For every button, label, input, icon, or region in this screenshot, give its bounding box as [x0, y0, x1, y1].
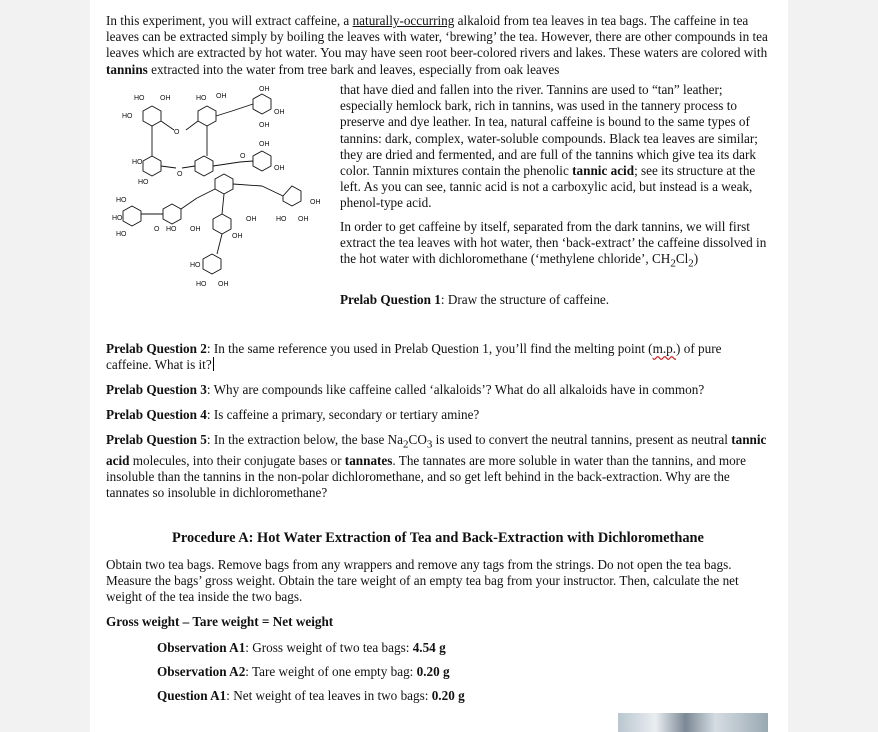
svg-text:HO: HO: [132, 159, 143, 166]
svg-text:HO: HO: [116, 231, 127, 238]
svg-text:OH: OH: [259, 141, 270, 148]
svg-text:HO: HO: [122, 113, 133, 120]
svg-text:HO: HO: [116, 197, 127, 204]
prelab-question-2[interactable]: Prelab Question 2: In the same reference you used in Prelab Question 1, you’ll find the melting point (m.p.) of pure caffeine. What is it?: [106, 341, 722, 373]
svg-text:OH: OH: [259, 122, 270, 129]
gross-weight-value: 4.54 g: [412, 640, 446, 655]
svg-text:HO: HO: [196, 281, 207, 288]
svg-text:HO: HO: [166, 226, 177, 233]
procedure-paragraph: Obtain two tea bags. Remove bags from any wrappers and remove any tags from the strings. Do not open the tea bags. Measure the bags’ gross weight. Obtain the tare weight of an empty tea bag from your instructor. Then, calculate the net weight of the tea inside the two bags.: [106, 557, 739, 605]
svg-text:OH: OH: [246, 216, 257, 223]
observation-a1: Observation A1: Gross weight of two tea bags: 4.54 g: [157, 640, 446, 655]
tannin-paragraph: that have died and fallen into the river. Tannins are used to “tan” leather; especially hemlock bark, rich in tannins, was used in the tannery process to preserve and dye leather. In tea, natural caffeine is bound to the same types of tannins: dark, complex, water-soluble compounds. Black tea leaves are similar; they are dried and fermented, and are full of the tannins which give tea its dark color. Tannin mixtures contain the phenolic tannic acid; see its structure at the left. As you can see, tannic acid is not a carboxylic acid, but instead is a weak, phenol-type acid.: [340, 82, 758, 211]
extraction-paragraph: In order to get caffeine by itself, separated from the dark tannins, we will first extract the tea leaves with hot water, then ‘back-extract’ the caffeine dissolved in the hot water with dichloromethane (‘methylene chloride’, $CH_2Cl_2$): [340, 219, 767, 271]
question-a1: Question A1: Net weight of tea leaves in two bags: 0.20 g: [157, 688, 465, 703]
svg-text:HO: HO: [112, 215, 123, 222]
svg-text:HO: HO: [134, 95, 145, 102]
weight-formula: Gross weight – Tare weight = Net weight: [106, 614, 334, 629]
svg-text:OH: OH: [218, 281, 229, 288]
svg-text:OH: OH: [216, 93, 227, 100]
svg-text:O: O: [154, 226, 160, 233]
procedure-heading: Procedure A: Hot Water Extraction of Tea and Back-Extraction with Dichloromethane: [172, 530, 704, 546]
svg-text:OH: OH: [160, 95, 171, 102]
svg-text:HO: HO: [138, 179, 149, 186]
svg-text:OH: OH: [274, 109, 285, 116]
net-weight-value: 0.20 g: [431, 688, 465, 703]
naturally-occurring-link: naturally-occurring: [352, 13, 455, 28]
svg-text:O: O: [240, 153, 246, 160]
prelab-question-4: Prelab Question 4: Is caffeine a primary, secondary or tertiary amine?: [106, 407, 480, 422]
observation-a2: Observation A2: Tare weight of one empty bag: 0.20 g: [157, 664, 450, 679]
svg-text:OH: OH: [298, 216, 309, 223]
prelab-question-3: Prelab Question 3: Why are compounds like caffeine called ‘alkaloids’? What do all alkaloids have in common?: [106, 382, 705, 397]
prelab-question-1: Prelab Question 1: Draw the structure of caffeine.: [340, 292, 610, 307]
svg-text:HO: HO: [190, 262, 201, 269]
svg-text:OH: OH: [190, 226, 201, 233]
prelab-question-5: Prelab Question 5: In the extraction below, the base $Na_2CO_3$ is used to convert the neutral tannins, present as neutral tannic acid molecules, into their conjugate bases or tannates. The tannates are more soluble in water than the tannins, and more insoluble than the tannins in the non-polar dichloromethane, and so get left behind in the back-extraction. Why are the tannates so insoluble in dichloromethane?: [106, 432, 767, 501]
svg-text:HO: HO: [276, 216, 287, 223]
svg-text:O: O: [174, 129, 180, 136]
tannic-acid-structure: [112, 86, 336, 296]
svg-text:HO: HO: [196, 95, 207, 102]
svg-text:OH: OH: [310, 199, 321, 206]
tare-weight-value: 0.20 g: [416, 664, 450, 679]
svg-text:OH: OH: [259, 86, 270, 93]
intro-paragraph: In this experiment, you will extract caffeine, a naturally-occurring alkaloid from tea leaves in tea bags. The caffeine in tea leaves can be extracted simply by boiling the leaves with water, ‘brewing’ the tea. However, there are other compounds in tea leaves which are extracted by hot water. You may have seen root beer-colored rivers and lakes. These waters are colored with tannins extracted into the water from tree bark and leaves, especially from oak leaves: [106, 13, 768, 77]
tea-photo-image: [618, 713, 768, 732]
document-page: [90, 0, 788, 732]
svg-text:OH: OH: [274, 165, 285, 172]
text-cursor: [213, 357, 214, 371]
svg-text:OH: OH: [232, 233, 243, 240]
svg-text:O: O: [177, 171, 183, 178]
